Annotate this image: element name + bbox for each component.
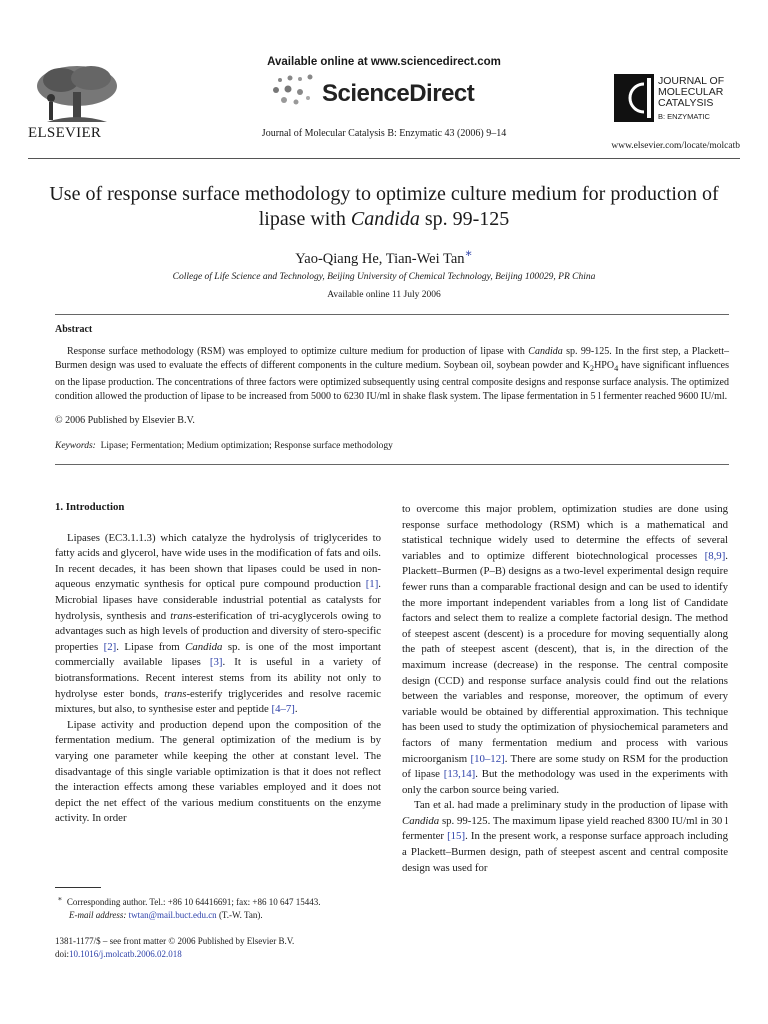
journal-logo-subtitle: B: ENZYMATIC	[658, 112, 710, 121]
journal-url-link[interactable]: www.elsevier.com/locate/molcatb	[611, 141, 740, 151]
citation-link[interactable]: [8,9]	[704, 549, 726, 562]
elsevier-tree-logo	[27, 62, 127, 126]
abstract-top-rule	[55, 314, 729, 315]
body-column-right	[402, 502, 728, 876]
author-list: Yao-Qiang He, Tian-Wei Tan∗	[295, 246, 473, 267]
citation-link[interactable]: [13,14]	[443, 768, 476, 781]
journal-logo-title: JOURNAL OF MOLECULAR CATALYSIS	[658, 75, 725, 109]
abstract-heading: Abstract	[55, 324, 93, 335]
body-column-left	[55, 500, 381, 827]
issn-doi: 1381-1177/$ – see front matter © 2006 Published by Elsevier B.V. doi:10.1016/j.molcatb.2006.02.018	[55, 936, 295, 959]
citation-link[interactable]: [10–12]	[470, 752, 505, 765]
available-date: Available online 11 July 2006	[327, 290, 441, 300]
journal-logo-icon	[614, 74, 654, 122]
paragraph: Lipases (EC3.1.1.3) which catalyze the hydrolysis of triglycerides to fatty acids and glycerol, have wide uses in the modification of fats and oils. In recent decades, it has been shown that lipases could be used in non-aqueous enzymatic synthesis for optical pure compound production [1]. Microbial lipases have considerable industrial potential as catalysts for hydrolysis, synthesis and trans-esterification of tri-acyglycerols owing to advantages such as high levels of production and diversity of stero-specific properties [2]. Lipase from Candida sp. is one of the most important commercially available lipases [3]. It is useful in a variety of biotransformations. Recent interest stems from its ability not only to hydrolyse ester bonds, trans-esterify triglycerides and resolve racemic mixtures, but also, to synthesise ester and peptide [4–7].	[55, 531, 381, 716]
section-heading: 1. Introduction	[55, 501, 125, 513]
email-link[interactable]: twtan@mail.buct.edu.cn	[128, 910, 217, 920]
paragraph: Lipase activity and production depend upon the composition of the fermentation medium. The general optimization of the medium is by varying one parameter while keeping the other at constant level. The disadvantage of this single variable optimization is that it does not reflect the interaction effects among these variables employed and it does not depict the net effect of the various medium constituents on the enzyme activity. In order	[55, 718, 381, 825]
footnote-rule	[55, 887, 101, 888]
citation-link[interactable]: [2]	[103, 640, 117, 653]
affiliation: College of Life Science and Technology, Beijing University of Chemical Technology, Beijing 100029, PR China	[172, 272, 596, 282]
paragraph: Tan et al. had made a preliminary study in the production of lipase with Candida sp. 99-125. The maximum lipase yield reached 8300 IU/ml in 30 l fermenter [15]. In the present work, a response surface approach including a Plackett–Burmen design, path of steepest ascent and central composite design was used for	[402, 799, 728, 874]
citation-link[interactable]: [3]	[209, 656, 223, 669]
abstract-text: Response surface methodology (RSM) was employed to optimize culture medium for production of lipase with Candida sp. 99-125. In the first step, a Plackett–Burmen design was used to evaluate the effects of different components in the culture medium. Soybean oil, soybean powder and $K_2HPO_4$ have significant influences on the lipase production. The concentrations of three factors were optimized subsequently using central composite designs and response surface analysis. The optimized condition allowed the production of lipase to be increased from 5000 to 6230 IU/ml in shake flask system. The lipase fermentation in 5 l fermenter reached 9600 IU/ml.	[55, 346, 729, 402]
corresponding-author-mark[interactable]: ∗	[464, 246, 473, 260]
copyright-notice: © 2006 Published by Elsevier B.V.	[55, 415, 195, 426]
citation-link[interactable]: [15]	[447, 830, 466, 843]
available-online-text: Available online at www.sciencedirect.com	[267, 56, 501, 68]
article-title: Use of response surface methodology to optimize culture medium for production of lipase with Candida sp. 99-125	[49, 183, 719, 230]
paragraph: to overcome this major problem, optimization studies are done using response surface methodology (RSM) which is a mathematical and statistical technique widely used to determine the effects of several variables and to optimize different biotechnological processes [8,9]. Plackett–Burmen (P–B) designs as a two-level experimental design require fewer runs than a comparable fractional design and can be used to identify the more important independent variables from a long list of Candidate factors and select them to realize a complete factorial design. The method of steepest ascent (descent) is a procedure for moving sequentially along the path of steepest ascent (descent), that is, in the direction of the maximum increase (decrease) in the response. The central composite design (CCD) and response surface analysis could find out the relations between the variables and response, moreover, the optimum of every variable would be obtained by differential approximation. This technique has been used to study the optimization of physiochemical parameters and factors of many fermentation medium and process with various microorganism [10–12]. There are some study on RSM for the production of lipase [13,14]. But the methodology was used in the experiments with only the carbon source being varied.	[402, 503, 728, 796]
footnote: ∗ Corresponding author. Tel.: +86 10 64416691; fax: +86 10 647 15443. E-mail address: twtan@mail.buct.edu.cn (T.-W. Tan).	[57, 894, 321, 920]
header-divider	[28, 158, 740, 159]
abstract-bottom-rule	[55, 464, 729, 465]
keywords: Keywords: Lipase; Fermentation; Medium optimization; Response surface methodology	[55, 441, 393, 451]
sciencedirect-wordmark: ScienceDirect	[322, 80, 475, 107]
citation-link[interactable]: [4–7]	[271, 703, 295, 716]
citation-link[interactable]: [1]	[365, 578, 379, 591]
journal-citation: Journal of Molecular Catalysis B: Enzymatic 43 (2006) 9–14	[261, 128, 507, 139]
publisher-name: ELSEVIER	[28, 125, 102, 141]
doi-link[interactable]: 10.1016/j.molcatb.2006.02.018	[69, 949, 182, 959]
